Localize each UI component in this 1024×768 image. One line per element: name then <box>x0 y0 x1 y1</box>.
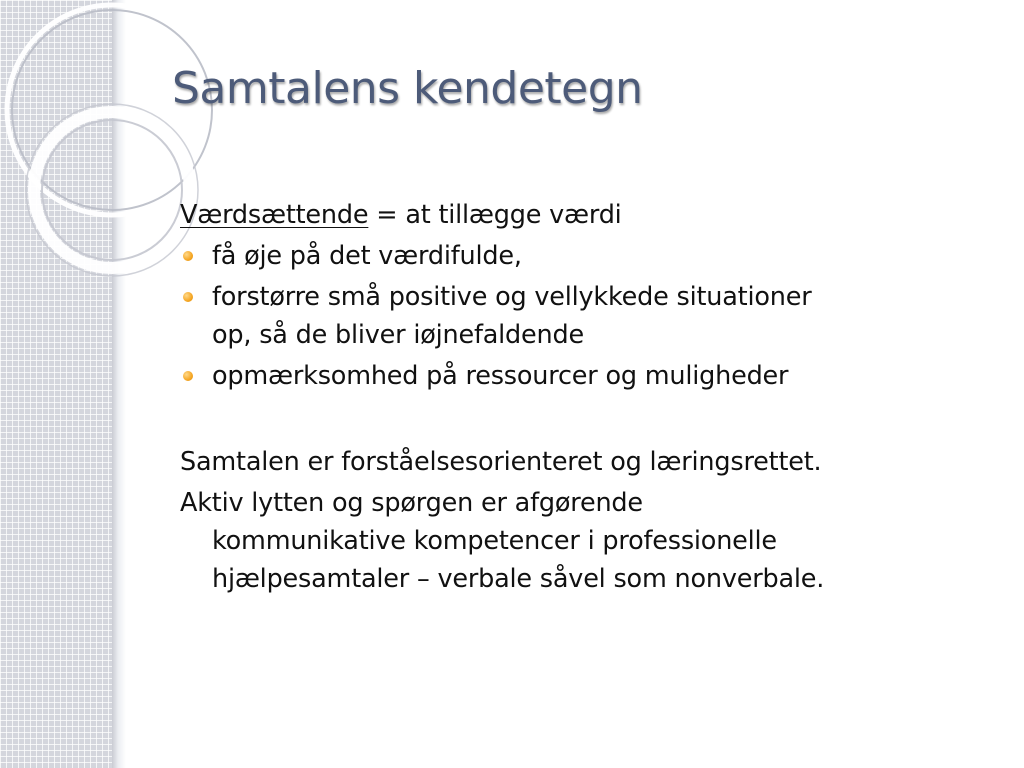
decorative-side-panel <box>0 0 112 768</box>
spacer <box>180 397 980 442</box>
paragraph-understanding: Samtalen er forståelsesorienteret og læringsrettet. <box>180 447 822 477</box>
paragraph-line: kommunikative kompetencer i professionelle <box>212 526 777 556</box>
side-panel-shadow <box>112 0 126 768</box>
bullet-list <box>180 236 980 397</box>
bullet-text: forstørre små positive og vellykkede situationer <box>212 282 812 312</box>
bullet-icon <box>183 292 193 302</box>
paragraph-active-listening <box>180 483 980 600</box>
bullet-icon <box>183 251 193 261</box>
slide-title: Samtalens kendetegn <box>172 63 643 114</box>
intro-term: Værdsættende <box>180 200 369 230</box>
slide-body <box>180 195 980 600</box>
bullet-text: opmærksomhed på ressourcer og muligheder <box>212 361 789 391</box>
bullet-item <box>180 236 980 277</box>
bullet-text-continuation: op, så de bliver iøjnefaldende <box>212 320 584 350</box>
bullet-text: få øje på det værdifulde, <box>212 241 522 271</box>
bullet-item <box>180 277 980 356</box>
intro-line <box>180 195 980 236</box>
paragraph-line: Aktiv lytten og spørgen er afgørende <box>180 488 643 518</box>
bullet-item <box>180 356 980 397</box>
intro-definition: = at tillægge værdi <box>368 200 622 230</box>
paragraph-line: hjælpesamtaler – verbale såvel som nonverbale. <box>212 564 825 594</box>
bullet-icon <box>183 371 193 381</box>
